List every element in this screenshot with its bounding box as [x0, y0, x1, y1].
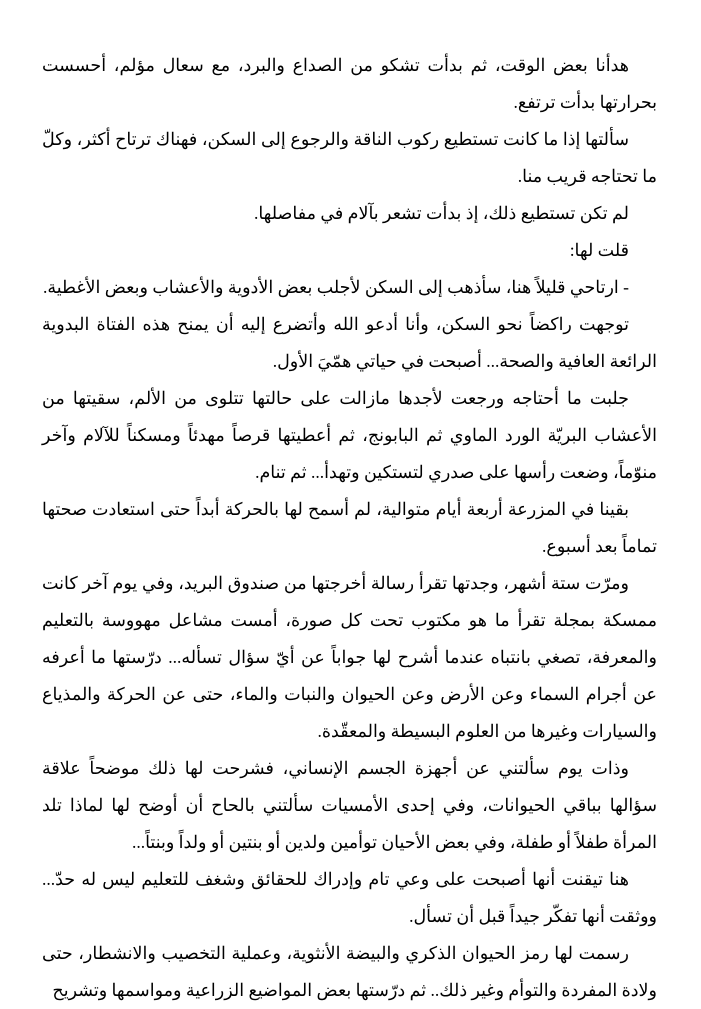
- paragraph-9: ومرّت ستة أشهر، وجدتها تقرأ رسالة أخرجتها من صندوق البريد، وفي يوم آخر كانت ممسكة بمجلة تقرأ ما هو مكتوب تحت كل صورة، أمست مشاعل مهووسة بالتعليم والمعرفة، تصغي بانتباه عندما أشرح لها جواباً عن أيّ سؤال تسأله... درّستها ما أعرفه عن أجرام السماء وعن الأرض وعن الحيوان والنبات والماء، حتى عن الحركة والمذياع والسيارات وغيرها من العلوم البسيطة والمعقّدة.: [42, 573, 657, 741]
- paragraph-1: هدأنا بعض الوقت، ثم بدأت تشكو من الصداع والبرد، مع سعال مؤلم، أحسست بحرارتها بدأت ترتفع.: [42, 55, 657, 112]
- paragraph-2: سألتها إذا ما كانت تستطيع ركوب الناقة والرجوع إلى السكن، فهناك ترتاح أكثر، وكلّ ما تحتاجه قريب منا.: [42, 129, 657, 186]
- paragraph-7: جلبت ما أحتاجه ورجعت لأجدها مازالت على حالتها تتلوى من الألم، سقيتها من الأعشاب البريّة الورد الماوي ثم البابونج، ثم أعطيتها قرصاً مهدئاً ومسكناً للآلام وآخر منوّماً، وضعت رأسها على صدري لتستكين وتهدأ... ثم تنام.: [42, 388, 657, 482]
- paragraph-12: رسمت لها رمز الحيوان الذكري والبيضة الأنثوية، وعملية التخصيب والانشطار، حتى ولادة المفردة والتوأم وغير ذلك.. ثم درّستها بعض المواضيع الزراعية ومواسمها وتشريح: [42, 943, 657, 1000]
- paragraph-8: بقينا في المزرعة أربعة أيام متوالية، لم أسمح لها بالحركة أبداً حتى استعادت صحتها تماماً بعد أسبوع.: [42, 499, 657, 556]
- paragraph-5: - ارتاحي قليلاً هنا، سأذهب إلى السكن لأجلب بعض الأدوية والأعشاب وبعض الأغطية.: [42, 277, 629, 297]
- paragraph-6: توجهت راكضاً نحو السكن، وأنا أدعو الله وأتضرع إليه أن يمنح هذه الفتاة البدوية الرائعة العافية والصحة... أصبحت في حياتي همّيَ الأول.: [42, 314, 657, 371]
- paragraph-10: وذات يوم سألتني عن أجهزة الجسم الإنساني، فشرحت لها ذلك موضحاً علاقة سؤالها بباقي الحيوانات، وفي إحدى الأمسيات سألتني بالحاح أن أوضح لها لماذا تلد المرأة طفلاً أو طفلة، وفي بعض الأحيان توأمين ولدين أو بنتين أو ولداً وبنتاً...: [42, 758, 657, 852]
- paragraph-11: هنا تيقنت أنها أصبحت على وعي تام وإدراك للحقائق وشغف للتعليم ليس له حدّ... ووثقت أنها تفكّر جيداً قبل أن تسأل.: [42, 869, 657, 926]
- paragraph-4: قلت لها:: [569, 240, 629, 260]
- paragraph-3: لم تكن تستطيع ذلك، إذ بدأت تشعر بآلام في مفاصلها.: [253, 203, 629, 223]
